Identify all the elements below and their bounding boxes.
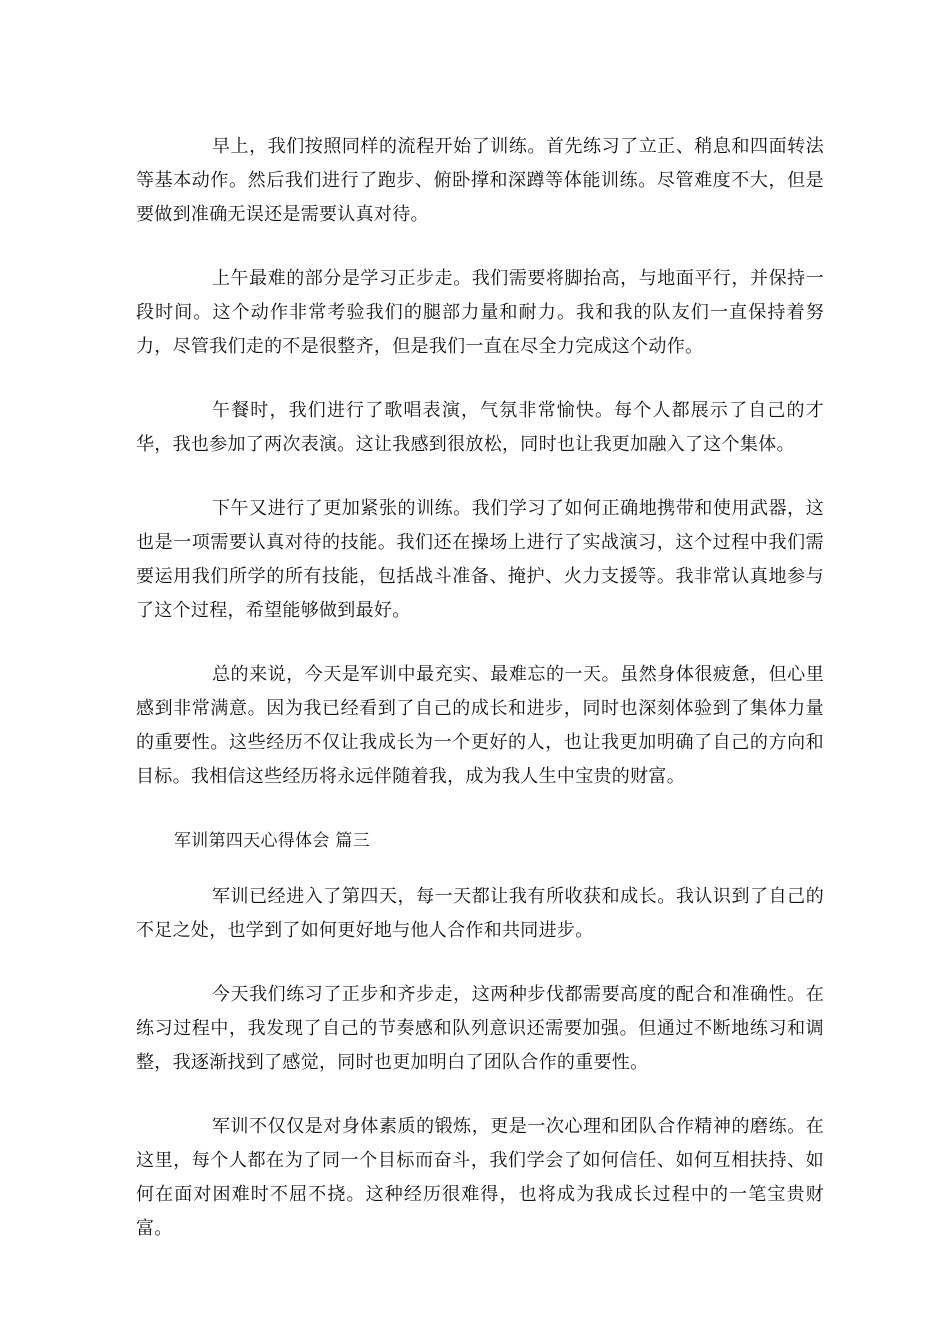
paragraph-teamwork-reflection: 军训不仅仅是对身体素质的锻炼，更是一次心理和团队合作精神的磨练。在这里，每个人都在为了同一个目标而奋斗，我们学会了如何信任、如何互相扶持、如何在面对困难时不屈不挠。这种经历很难得，也将成为我成长过程中的一笔宝贵财富。 <box>136 1116 824 1239</box>
paragraph-lunch-performance: 午餐时，我们进行了歌唱表演，气氛非常愉快。每个人都展示了自己的才华，我也参加了两次表演。这让我感到很放松，同时也让我更加融入了这个集体。 <box>136 400 824 455</box>
paragraph-afternoon-training: 下午又进行了更加紧张的训练。我们学习了如何正确地携带和使用武器，这也是一项需要认真对待的技能。我们还在操场上进行了实战演习，这个过程中我们需要运用我们所学的所有技能，包括战斗准备、掩护、火力支援等。我非常认真地参与了这个过程，希望能够做到最好。 <box>136 498 824 621</box>
document-body <box>136 130 824 1276</box>
paragraph-morning-training: 早上，我们按照同样的流程开始了训练。首先练习了立正、稍息和四面转法等基本动作。然后我们进行了跑步、俯卧撑和深蹲等体能训练。尽管难度不大，但是要做到准确无误还是需要认真对待。 <box>136 136 824 225</box>
section-heading: 军训第四天心得体会 篇三 <box>174 831 371 851</box>
paragraph-day-four-intro: 军训已经进入了第四天，每一天都让我有所收获和成长。我认识到了自己的不足之处，也学到了如何更好地与他人合作和共同进步。 <box>136 886 824 941</box>
paragraph-summary: 总的来说，今天是军训中最充实、最难忘的一天。虽然身体很疲惫，但心里感到非常满意。因为我已经看到了自己的成长和进步，同时也深刻体验到了集体力量的重要性。这些经历不仅让我成长为一个更好的人，也让我更加明确了自己的方向和目标。我相信这些经历将永远伴随着我，成为我人生中宝贵的财富。 <box>136 664 824 787</box>
paragraph-marching-practice: 今天我们练习了正步和齐步走，这两种步伐都需要高度的配合和准确性。在练习过程中，我发现了自己的节奏感和队列意识还需要加强。但通过不断地练习和调整，我逐渐找到了感觉，同时也更加明白了团队合作的重要性。 <box>136 984 824 1073</box>
paragraph-goose-step: 上午最难的部分是学习正步走。我们需要将脚抬高，与地面平行，并保持一段时间。这个动作非常考验我们的腿部力量和耐力。我和我的队友们一直保持着努力，尽管我们走的不是很整齐，但是我们一直在尽全力完成这个动作。 <box>136 268 824 357</box>
